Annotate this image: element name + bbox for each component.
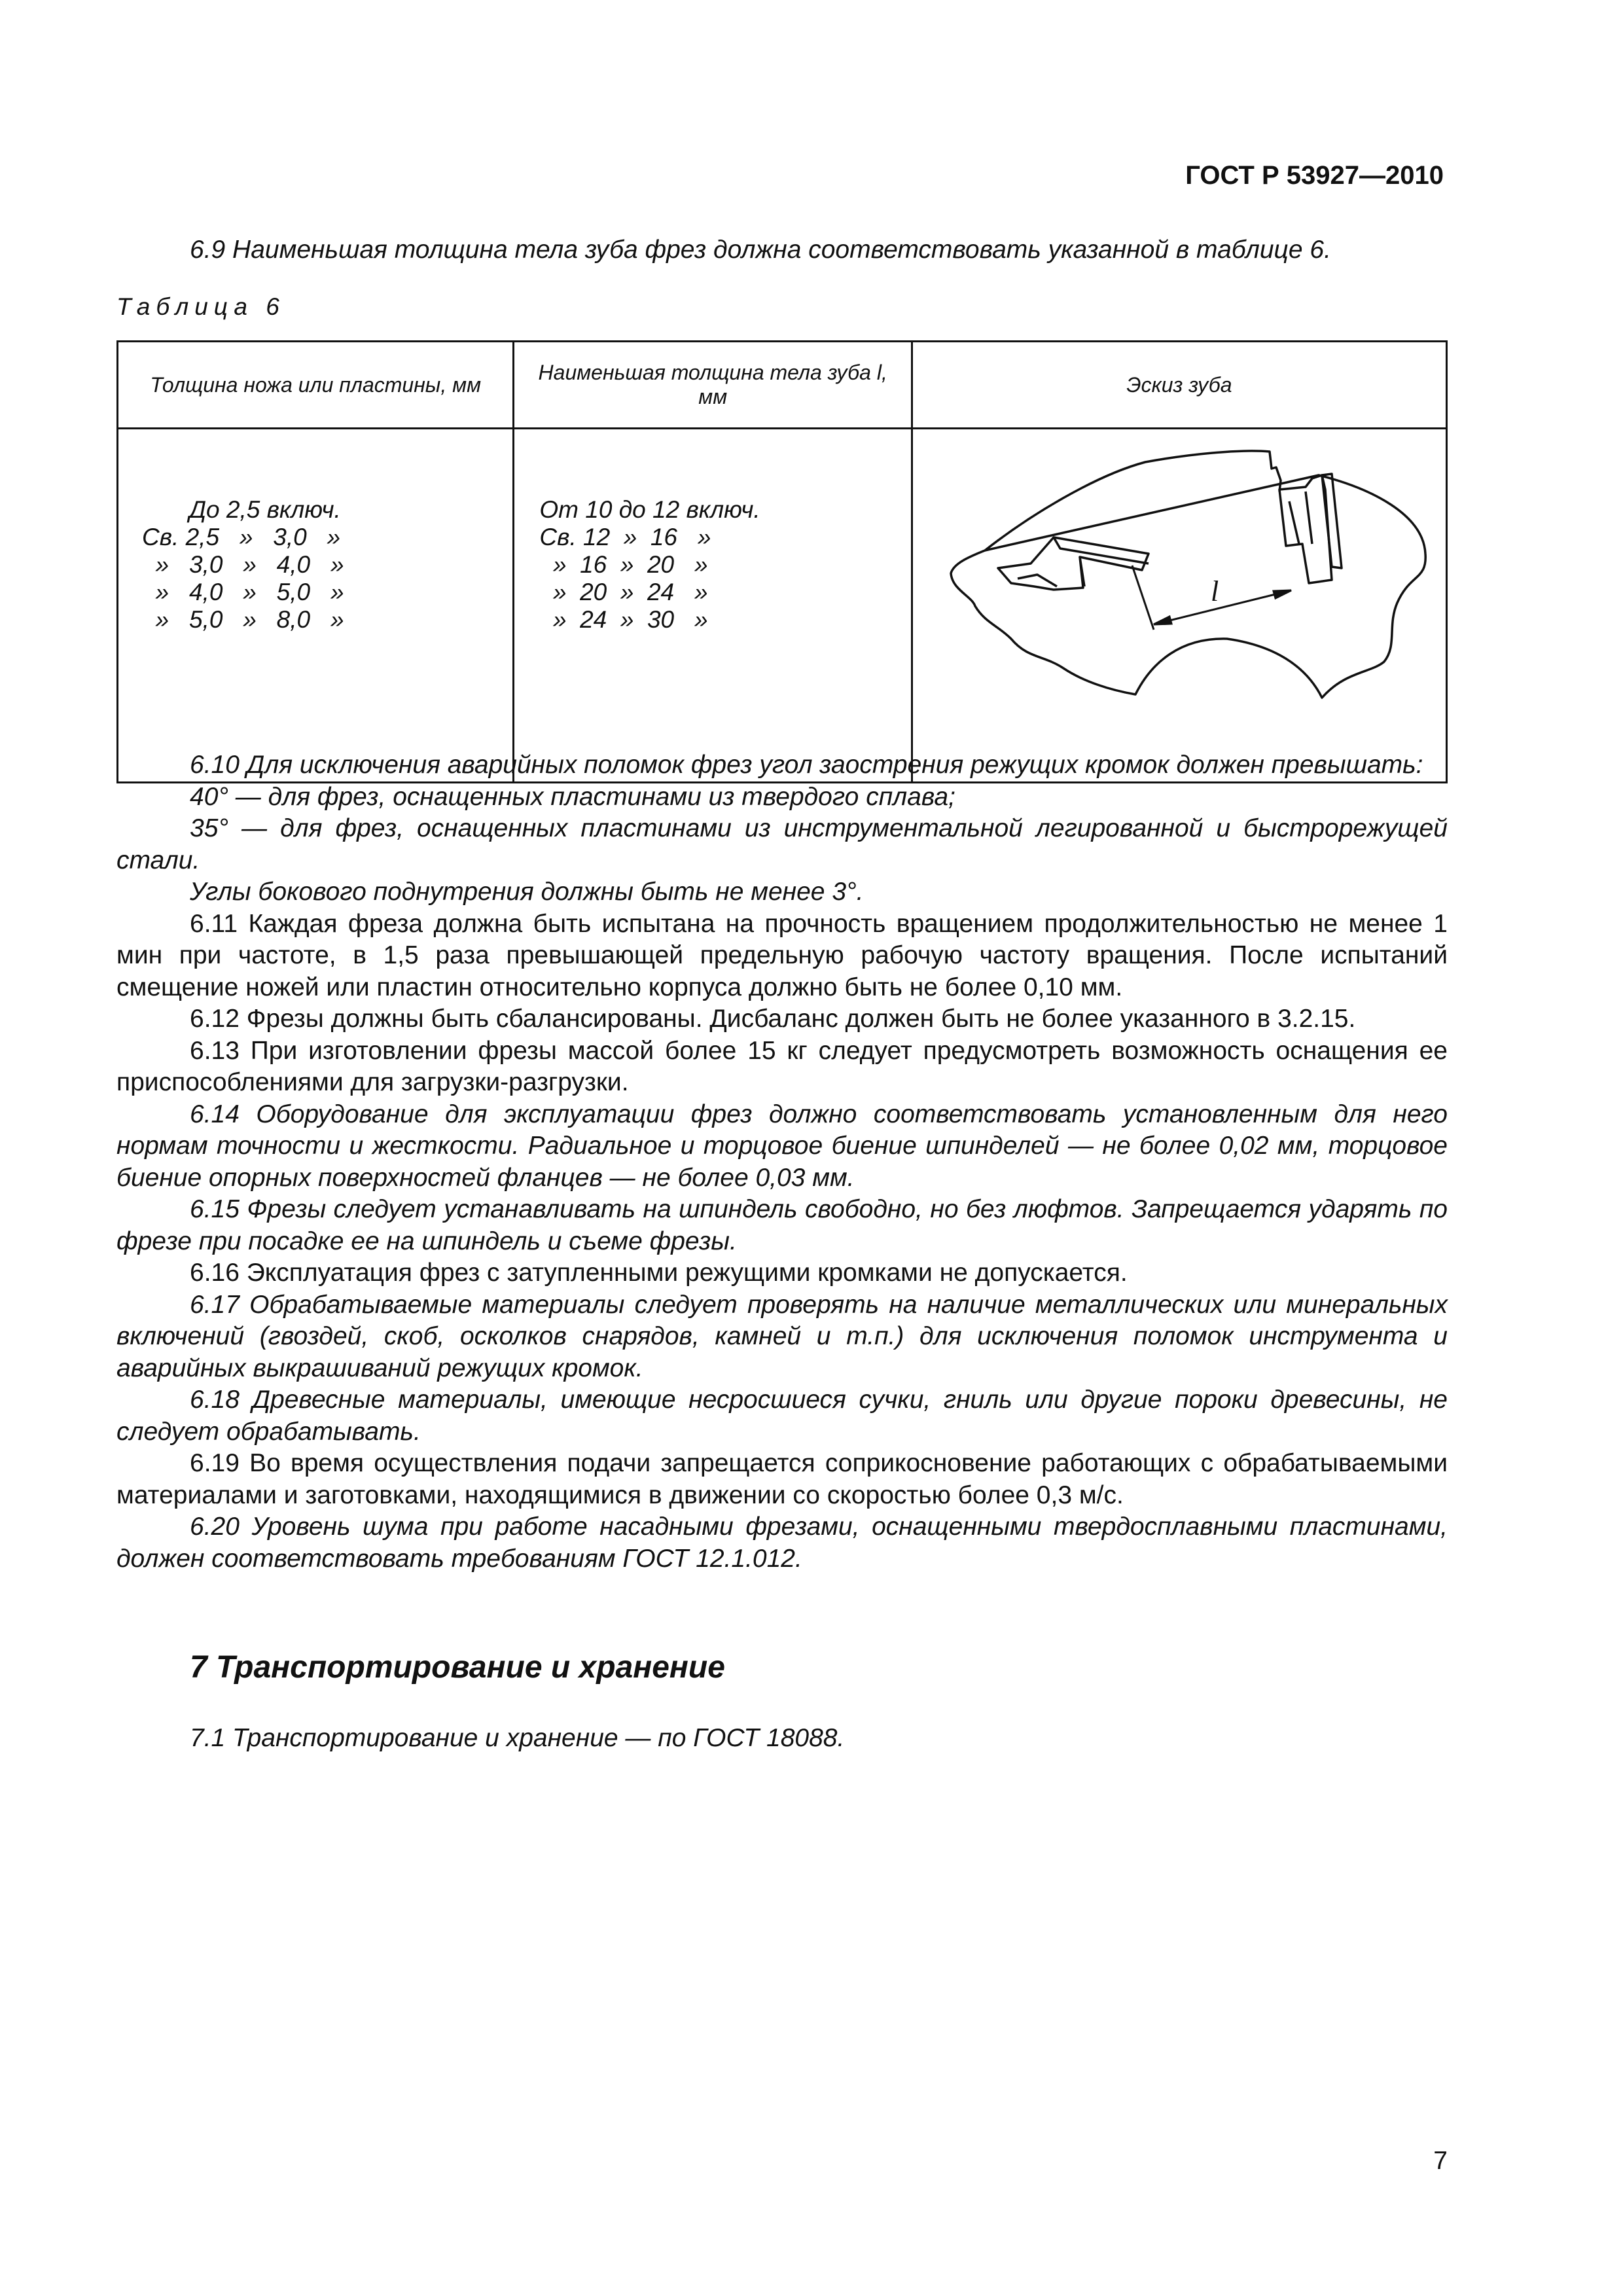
table-header-row bbox=[118, 342, 1447, 429]
table-label: Таблица 6 bbox=[116, 293, 285, 320]
header-thickness: Толщина ножа или пластины, мм bbox=[118, 342, 514, 429]
paragraph: 40° — для фрез, оснащенных пластинами из твердого сплава; bbox=[190, 782, 955, 811]
document-code: ГОСТ Р 53927—2010 bbox=[1185, 161, 1444, 190]
dimension-label: l bbox=[1210, 575, 1219, 607]
tooth-sketch bbox=[913, 429, 1445, 715]
header-min-body: Наименьшая толщина тела зуба l, мм bbox=[514, 342, 912, 429]
paragraph: 6.18 Древесные материалы, имеющие несросшиеся сучки, гниль или другие пороки древесины, не следует обрабатывать. bbox=[116, 1386, 1448, 1446]
paragraph: 6.20 Уровень шума при работе насадными фрезами, оснащенными твердосплавными пластинами, должен соответствовать требованиям ГОСТ 12.1.012. bbox=[116, 1513, 1448, 1573]
paragraph: 6.13 При изготовлении фрезы массой более 15 кг следует предусмотреть возможность оснащения ее приспособлениями для загрузки-разгрузки. bbox=[116, 1036, 1448, 1096]
table-6 bbox=[116, 340, 1448, 783]
paragraph: 35° — для фрез, оснащенных пластинами из инструментальной легированной и быстрорежущей стали. bbox=[116, 814, 1448, 874]
paragraph: 6.12 Фрезы должны быть сбалансированы. Дисбаланс должен быть не более указанного в 3.2.15. bbox=[190, 1005, 1356, 1033]
thickness-ranges: До 2,5 включ. Св. 2,5 » 3,0 » » 3,0 » 4,0 » » 4,0 » 5,0 » » 5,0 » 8,0 » bbox=[118, 429, 514, 783]
section-heading: 7 Транспортирование и хранение bbox=[190, 1650, 725, 1685]
paragraph: 6.10 Для исключения аварийных поломок фрез угол заострения режущих кромок должен превышать: bbox=[190, 751, 1423, 779]
paragraph: 6.19 Во время осуществления подачи запрещается соприкосновение работающих с обрабатываемыми материалами и заготовками, находящимися в движении со скоростью более 0,3 м/с. bbox=[116, 1449, 1448, 1509]
section-paragraph: 7.1 Транспортирование и хранение — по ГОСТ 18088. bbox=[190, 1724, 845, 1752]
paragraph: 6.16 Эксплуатация фрез с затупленными режущими кромками не допускается. bbox=[190, 1259, 1128, 1287]
paragraph: 6.11 Каждая фреза должна быть испытана на прочность вращением продолжительностью не менее 1 мин при частоте, в 1,5 раза превышающей предельную рабочую частоту вращения. После испытаний смещение ножей или пластин относительно корпуса должно быть не более 0,10 мм. bbox=[116, 909, 1448, 1001]
body-paragraphs bbox=[116, 749, 1448, 1575]
header-sketch: Эскиз зуба bbox=[912, 342, 1446, 429]
paragraph: 6.14 Оборудование для эксплуатации фрез должно соответствовать установленным для него нормам точности и жесткости. Радиальное и торцовое биение шпинделей — не более 0,02 мм, торцовое биение опорных поверхностей фланцев — не более 0,03 мм. bbox=[116, 1100, 1448, 1192]
page-number: 7 bbox=[1433, 2147, 1448, 2175]
intro-paragraph: 6.9 Наименьшая толщина тела зуба фрез должна соответствовать указанной в таблице 6. bbox=[190, 236, 1331, 264]
paragraph: 6.15 Фрезы следует устанавливать на шпиндель свободно, но без люфтов. Запрещается ударять по фрезе при посадке ее на шпиндель и съеме фрезы. bbox=[116, 1195, 1448, 1255]
table-body-row bbox=[118, 429, 1447, 783]
min-body-ranges: От 10 до 12 включ. Св. 12 » 16 » » 16 » 20 » » 20 » 24 » » 24 » 30 » bbox=[514, 429, 912, 783]
tooth-sketch-cell bbox=[912, 429, 1446, 783]
paragraph: Углы бокового поднутрения должны быть не менее 3°. bbox=[190, 878, 864, 906]
paragraph: 6.17 Обрабатываемые материалы следует проверять на наличие металлических или минеральных включений (гвоздей, скоб, осколков снарядов, камней и т.п.) для исключения поломок инструмента и аварийных выкрашиваний режущих кромок. bbox=[116, 1290, 1448, 1382]
